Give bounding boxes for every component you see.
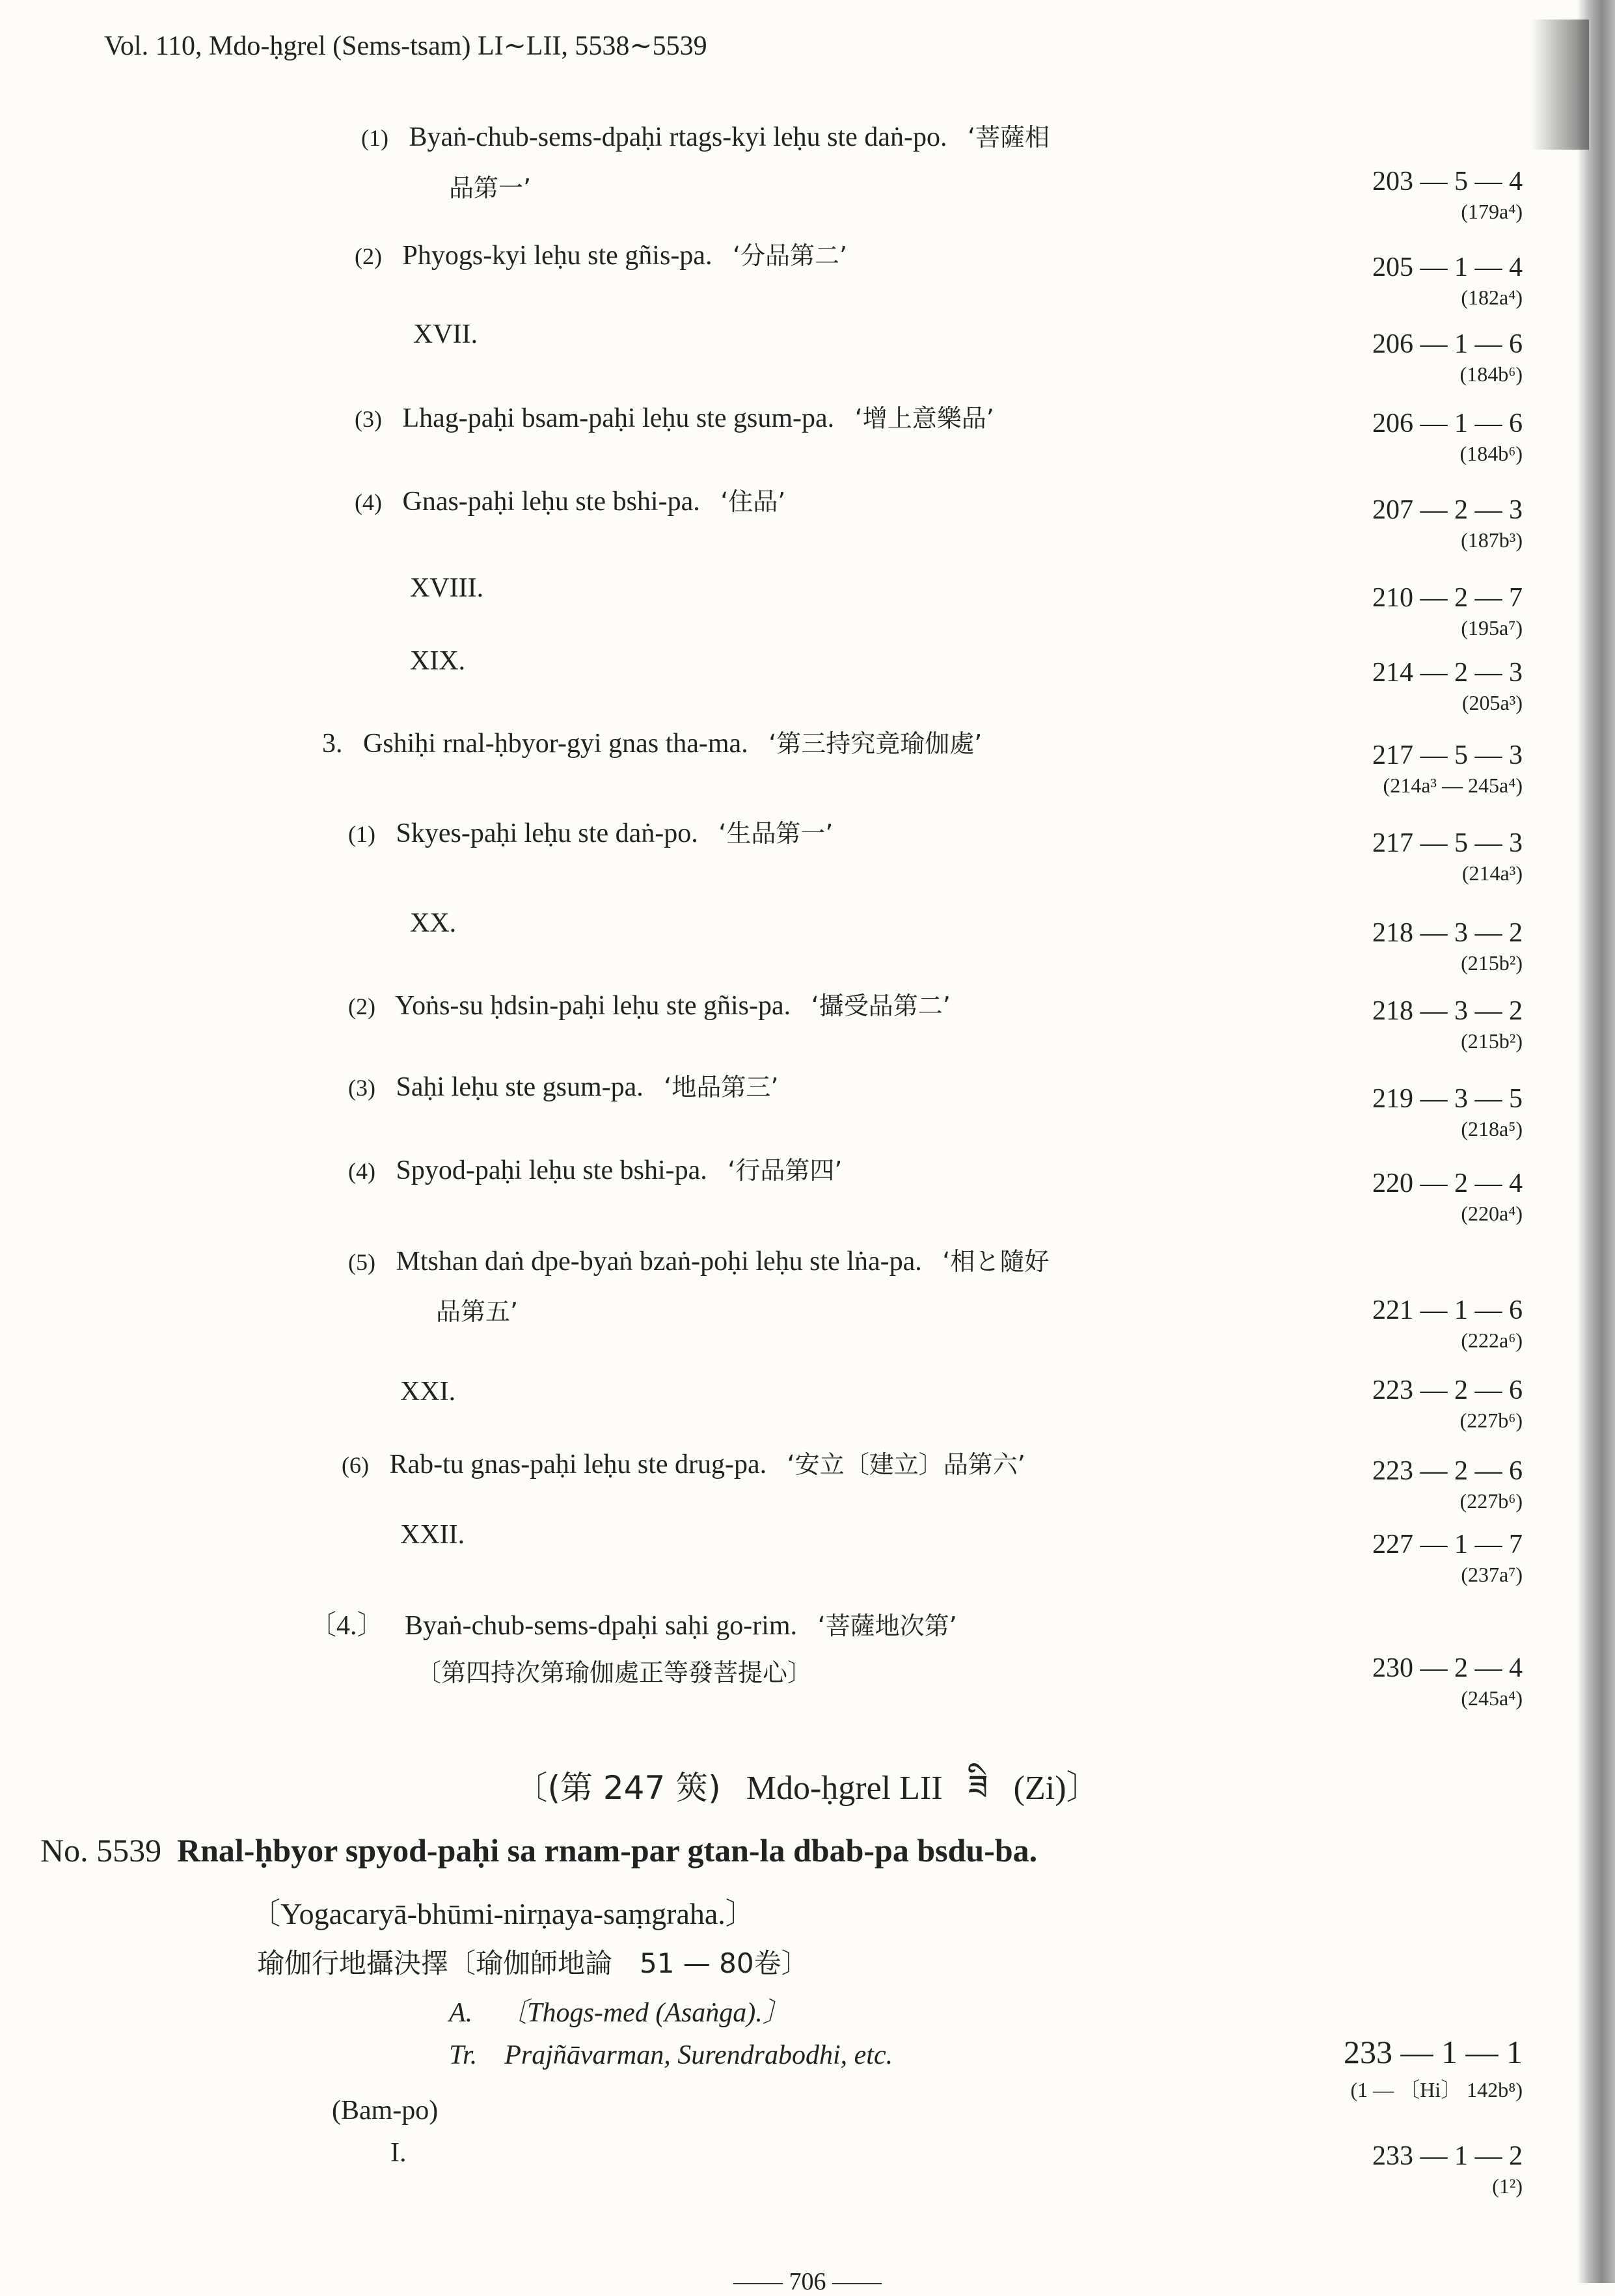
entry-text: Saḥi leḥu ste gsum-pa. bbox=[396, 1072, 644, 1102]
section-volume: 〔(第 247 筴) bbox=[515, 1769, 721, 1807]
reference-folio: (214a³) bbox=[1461, 861, 1523, 885]
bam-po-heading: (Bam-po) bbox=[332, 2096, 439, 2126]
reference bbox=[1269, 740, 1523, 798]
section-letter: (Zi)〕 bbox=[1013, 1770, 1100, 1807]
reference-folio: (184b⁶) bbox=[1459, 362, 1523, 386]
entry-line bbox=[355, 398, 994, 434]
reference-main: 227 — 1 — 7 bbox=[1372, 1530, 1523, 1560]
reference bbox=[1269, 1295, 1523, 1353]
reference-folio: (214a³ — 245a⁴) bbox=[1383, 774, 1523, 797]
entry-number: 3. bbox=[322, 729, 343, 759]
entry-text: Yoṅs-su ḥdsin-paḥi leḥu ste gñis-pa. bbox=[394, 991, 791, 1021]
reference-main: 203 — 5 — 4 bbox=[1372, 167, 1523, 196]
section-title: Mdo-ḥgrel LII bbox=[746, 1770, 943, 1807]
reference bbox=[1269, 408, 1523, 466]
entry-number: (3) bbox=[355, 406, 382, 432]
reference-folio: (195a⁷) bbox=[1461, 616, 1523, 640]
reference bbox=[1269, 166, 1523, 224]
bam-po-roman: XIX. bbox=[410, 646, 466, 676]
entry-text: Spyod-paḥi leḥu ste bshi-pa. bbox=[396, 1155, 707, 1185]
reference-main: 217 — 5 — 3 bbox=[1372, 828, 1523, 858]
entry-number: (1) bbox=[361, 125, 388, 151]
reference-main: 218 — 3 — 2 bbox=[1372, 996, 1523, 1026]
reference-main: 217 — 5 — 3 bbox=[1372, 740, 1523, 770]
reference bbox=[1269, 252, 1523, 310]
entry-text: Mtshan daṅ dpe-byaṅ bzaṅ-poḥi leḥu ste lṅa-pa. bbox=[396, 1247, 922, 1276]
entry-chinese-title: ‘地品第三’ bbox=[664, 1073, 779, 1101]
entry-text: Gnas-paḥi leḥu ste bshi-pa. bbox=[402, 487, 700, 517]
entry-line bbox=[348, 1150, 842, 1186]
reference-folio: (182a⁴) bbox=[1461, 286, 1523, 309]
author-label: A. bbox=[449, 1998, 473, 2028]
reference-main: 230 — 2 — 4 bbox=[1372, 1653, 1523, 1683]
entry-chinese-title: ‘生品第一’ bbox=[718, 819, 834, 848]
scan-shadow-edge bbox=[1577, 0, 1615, 2283]
reference-folio: (215b²) bbox=[1461, 1029, 1523, 1053]
entry-translators bbox=[449, 2040, 893, 2071]
entry-number: (4) bbox=[348, 1158, 375, 1184]
page-number: —— 706 —— bbox=[733, 2268, 882, 2295]
entry-number: (4) bbox=[355, 489, 382, 515]
reference bbox=[1269, 1455, 1523, 1513]
reference-folio: (218a⁵) bbox=[1461, 1117, 1523, 1141]
reference-folio: (187b³) bbox=[1461, 528, 1523, 552]
reference bbox=[1269, 1083, 1523, 1141]
entry-text: Lhag-paḥi bsam-paḥi leḥu ste gsum-pa. bbox=[402, 403, 835, 433]
entry-text: Gshiḥi rnal-ḥbyor-gyi gnas tha-ma. bbox=[363, 729, 748, 759]
entry-number: (3) bbox=[348, 1075, 375, 1101]
reference-main: 214 — 2 — 3 bbox=[1372, 658, 1523, 688]
entry-chinese-title: 瑜伽行地攝決擇〔瑜伽師地論 51 — 80卷〕 bbox=[257, 1947, 809, 1979]
reference-main: 205 — 1 — 4 bbox=[1372, 252, 1523, 282]
author-name: 〔Thogs-med (Asaṅga).〕 bbox=[500, 1998, 790, 2028]
reference-main: 233 — 1 — 1 bbox=[1344, 2034, 1523, 2070]
reference-folio: (237a⁷) bbox=[1461, 1563, 1523, 1586]
entry-number: (2) bbox=[348, 993, 375, 1020]
translator-label: Tr. bbox=[449, 2040, 478, 2070]
entry-text: Byaṅ-chub-sems-dpaḥi saḥi go-rim. bbox=[405, 1611, 798, 1641]
scan-shadow-corner bbox=[1530, 20, 1589, 150]
reference-main: 206 — 1 — 6 bbox=[1372, 409, 1523, 439]
entry-author bbox=[449, 1991, 790, 2030]
entry-chinese-title: ‘行品第四’ bbox=[727, 1156, 843, 1185]
entry-chinese-title: ‘增上意樂品’ bbox=[854, 404, 994, 433]
entry-chinese-title: ‘第三持究竟瑜伽處’ bbox=[768, 729, 983, 758]
reference-main: 206 — 1 — 6 bbox=[1372, 329, 1523, 359]
entry-line bbox=[322, 723, 982, 759]
bam-po-roman: XXI. bbox=[400, 1377, 456, 1407]
reference bbox=[1269, 1653, 1523, 1710]
entry-sanskrit-title: 〔Yogacaryā-bhūmi-nirṇaya-saṃgraha.〕 bbox=[251, 1897, 755, 1930]
entry-number: (6) bbox=[342, 1452, 369, 1478]
reference-folio: (205a³) bbox=[1461, 691, 1523, 714]
entry-chinese-title: ‘攝受品第二’ bbox=[811, 992, 951, 1020]
reference bbox=[1269, 1529, 1523, 1587]
entry-chinese-title: ‘相と隨好 bbox=[942, 1247, 1050, 1276]
reference-main: 223 — 2 — 6 bbox=[1372, 1456, 1523, 1486]
entry-line bbox=[355, 236, 847, 271]
entry-text: Rab-tu gnas-paḥi leḥu ste drug-pa. bbox=[389, 1450, 767, 1479]
reference-main: 218 — 3 — 2 bbox=[1372, 918, 1523, 948]
entry-text: Byaṅ-chub-sems-dpaḥi rtags-kyi leḥu ste daṅ-po. bbox=[409, 122, 947, 152]
entry-number: (1) bbox=[348, 821, 375, 847]
section-tibetan-letter: ཟི bbox=[968, 1768, 988, 1807]
reference-main: 207 — 2 — 3 bbox=[1372, 495, 1523, 525]
bam-po-roman: XXII. bbox=[400, 1520, 465, 1550]
running-head: Vol. 110, Mdo-ḥgrel (Sems-tsam) LI∼LII, 5538∼5539 bbox=[104, 31, 707, 61]
entry-catalog-number: No. 5539 bbox=[40, 1832, 162, 1869]
reference-folio: (245a⁴) bbox=[1461, 1686, 1523, 1710]
reference bbox=[1269, 917, 1523, 975]
reference-folio: (227b⁶) bbox=[1459, 1489, 1523, 1513]
entry-chinese-title: ‘菩薩地次第’ bbox=[817, 1612, 957, 1640]
reference-main: 233 — 1 — 2 bbox=[1372, 2141, 1523, 2171]
entry-chinese-title-continued: 品第一’ bbox=[449, 174, 532, 202]
entry-chinese-title-continued: 品第五’ bbox=[436, 1297, 519, 1326]
reference-folio: (220a⁴) bbox=[1461, 1202, 1523, 1225]
reference bbox=[1269, 2141, 1523, 2198]
reference-main: 219 — 3 — 5 bbox=[1372, 1084, 1523, 1114]
reference-folio: (1²) bbox=[1492, 2174, 1523, 2198]
entry-text: Phyogs-kyi leḥu ste gñis-pa. bbox=[402, 241, 712, 271]
reference-folio: (215b²) bbox=[1461, 951, 1523, 975]
entry-line bbox=[348, 1067, 778, 1103]
entry-number: (5) bbox=[348, 1249, 375, 1275]
reference-folio: (184b⁶) bbox=[1459, 442, 1523, 465]
entry-chinese-title: ‘菩薩相 bbox=[967, 123, 1050, 152]
bam-po-roman: XVIII. bbox=[410, 573, 484, 603]
reference bbox=[1269, 1375, 1523, 1433]
bam-po-roman: I. bbox=[390, 2138, 407, 2168]
reference-folio: (222a⁶) bbox=[1461, 1329, 1523, 1352]
reference bbox=[1269, 494, 1523, 552]
entry-title: Rnal-ḥbyor spyod-paḥi sa rnam-par gtan-la dbab-pa bsdu-ba. bbox=[177, 1832, 1038, 1869]
reference-main: 210 — 2 — 7 bbox=[1372, 583, 1523, 613]
reference bbox=[1269, 657, 1523, 715]
entry-line bbox=[309, 1604, 957, 1643]
entry-line bbox=[355, 481, 785, 517]
bam-po-roman: XVII. bbox=[413, 319, 478, 349]
reference bbox=[1269, 582, 1523, 640]
entry-line bbox=[342, 1444, 1025, 1480]
reference-folio: (179a⁴) bbox=[1461, 200, 1523, 223]
entry-chinese-title: ‘住品’ bbox=[720, 487, 786, 516]
reference bbox=[1269, 2033, 1523, 2103]
entry-line bbox=[348, 813, 833, 849]
reference-main: 221 — 1 — 6 bbox=[1372, 1295, 1523, 1325]
reference bbox=[1269, 1168, 1523, 1226]
reference-main: 223 — 2 — 6 bbox=[1372, 1375, 1523, 1405]
bam-po-roman: XX. bbox=[410, 908, 457, 938]
entry-line bbox=[348, 1241, 1049, 1277]
reference-folio: (227b⁶) bbox=[1459, 1409, 1523, 1432]
reference bbox=[1269, 329, 1523, 386]
entry-chinese-subtitle: 〔第四持次第瑜伽處正等發菩提心〕 bbox=[416, 1658, 813, 1687]
entry-chinese-title: ‘安立〔建立〕品第六’ bbox=[787, 1450, 1025, 1479]
entry-line bbox=[348, 986, 951, 1021]
reference-folio: (1 — 〔Hi〕 142b⁸) bbox=[1350, 2078, 1523, 2101]
entry-number: 〔4.〕 bbox=[309, 1611, 385, 1641]
entry-line bbox=[361, 117, 1050, 153]
translator-names: Prajñāvarman, Surendrabodhi, etc. bbox=[504, 2040, 893, 2070]
entry-text: Skyes-paḥi leḥu ste daṅ-po. bbox=[396, 818, 698, 848]
entry-number: (2) bbox=[355, 243, 382, 269]
reference bbox=[1269, 828, 1523, 885]
reference bbox=[1269, 995, 1523, 1053]
entry-chinese-title: ‘分品第二’ bbox=[732, 241, 848, 270]
reference-main: 220 — 2 — 4 bbox=[1372, 1168, 1523, 1198]
